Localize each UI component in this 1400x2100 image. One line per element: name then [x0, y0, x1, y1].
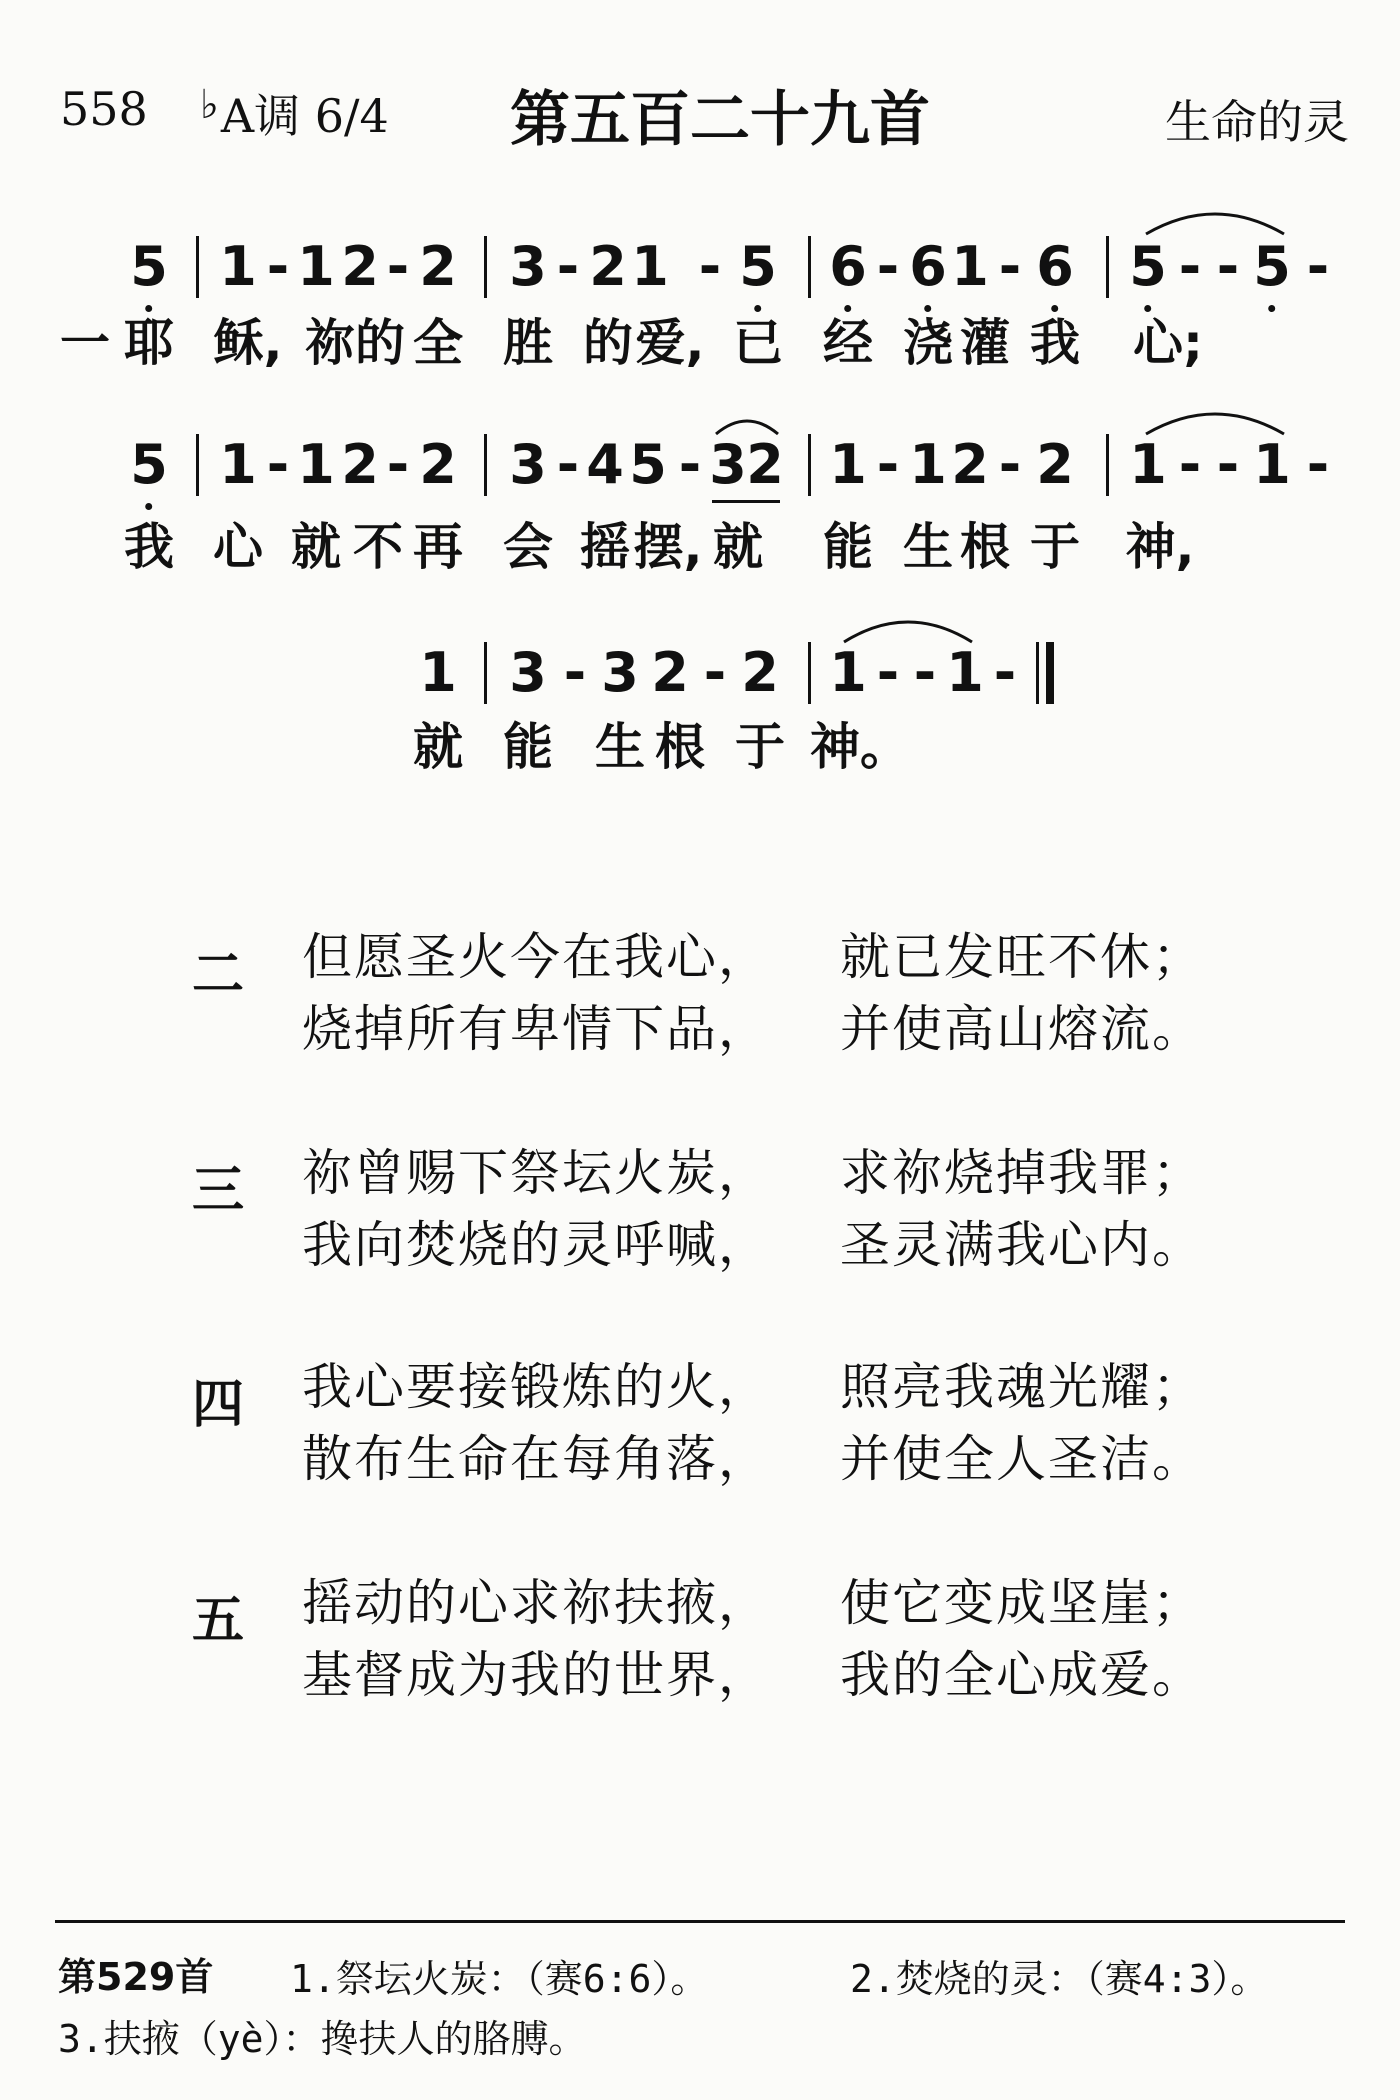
footnote-divider — [55, 1920, 1345, 1923]
verse-line-a1: 摇动的心求祢扶掖， — [302, 1574, 770, 1632]
lyric: 会 — [503, 518, 553, 576]
verse-line-b2: 并使高山熔流。 — [840, 1000, 1204, 1058]
footnote-label: 第529首 — [58, 1955, 214, 1999]
note: 5 — [1129, 235, 1167, 298]
lyric: 经 — [823, 314, 873, 372]
note: 1 — [829, 433, 867, 496]
page-number: 558 — [60, 82, 148, 136]
hymn-title: 第五百二十九首 — [510, 85, 930, 155]
dash: - — [1306, 433, 1330, 496]
dash: - — [698, 235, 722, 298]
verse-2 — [0, 928, 1400, 1092]
note: 1 — [829, 641, 867, 704]
slur — [838, 608, 978, 648]
note: 5 — [130, 433, 168, 496]
footnote-line-1 — [58, 1946, 213, 2001]
footnote-note-2: 2.焚烧的灵：（赛4:3）。 — [850, 1957, 1269, 2001]
verse-number: 四 — [192, 1375, 245, 1435]
dash: - — [703, 641, 727, 704]
verse-line-a1: 但愿圣火今在我心， — [302, 928, 770, 986]
beam-underline — [712, 500, 780, 503]
bar-line — [484, 642, 487, 704]
verse-5 — [0, 1574, 1400, 1738]
footnote-note-1: 1.祭坛火炭：（赛6:6）。 — [290, 1957, 709, 2001]
verse-line-b1: 基督成为我的世界， — [302, 1646, 770, 1704]
note: 1 — [946, 641, 984, 704]
footnote-note-3: 3.扶掖（yè）：搀扶人的胳膊。 — [58, 2017, 587, 2061]
dash: - — [1216, 235, 1240, 298]
lyric: 神。 — [810, 718, 910, 776]
verse-line-a2: 使它变成坚崖； — [840, 1574, 1204, 1632]
lyric: 摆, — [633, 518, 703, 576]
dash: - — [386, 235, 410, 298]
lyric: 生 — [903, 518, 953, 576]
bar-line — [484, 434, 487, 496]
note: 1 — [909, 433, 947, 496]
dash: - — [556, 433, 580, 496]
verse-line-b1: 散布生命在每角落， — [302, 1430, 770, 1488]
dash: - — [998, 235, 1022, 298]
dash: - — [993, 641, 1017, 704]
score-line-3 — [0, 641, 1400, 726]
score-line-2 — [0, 433, 1400, 518]
lyric: 不 — [353, 518, 403, 576]
lyric: 爱, — [635, 314, 705, 372]
verse-number: 二 — [192, 945, 245, 1005]
dash: - — [876, 641, 900, 704]
verse-line-a2: 照亮我魂光耀； — [840, 1358, 1204, 1416]
bar-line — [808, 642, 811, 704]
dash: - — [876, 433, 900, 496]
lyric: 摇 — [580, 518, 630, 576]
dash: - — [876, 235, 900, 298]
verse-number: 五 — [192, 1591, 245, 1651]
lyric: 稣, — [213, 314, 283, 372]
lyric: 祢 — [305, 314, 355, 372]
lyric: 再 — [413, 518, 463, 576]
note: 3 — [509, 235, 547, 298]
dash: - — [266, 433, 290, 496]
note: 3 — [509, 641, 547, 704]
verse-line-a2: 求祢烧掉我罪； — [840, 1144, 1204, 1202]
lyric: 已 — [733, 314, 783, 372]
hymn-subtitle: 生命的灵 — [1165, 95, 1349, 149]
note: 2 — [746, 433, 784, 496]
lyric: 全 — [413, 314, 463, 372]
lyric: 根 — [960, 518, 1010, 576]
verse-line-b1: 烧掉所有卑情下品， — [302, 1000, 770, 1058]
note: 5 — [1253, 235, 1291, 298]
bar-line — [808, 434, 811, 496]
lyric: 灌 — [960, 314, 1010, 372]
bar-line — [196, 434, 199, 496]
note: 2 — [419, 235, 457, 298]
note: 3 — [709, 433, 747, 496]
verse-line-a1: 祢曾赐下祭坛火炭， — [302, 1144, 770, 1202]
lyric: 生 — [595, 718, 645, 776]
dash: - — [266, 235, 290, 298]
verse-3 — [0, 1144, 1400, 1308]
lyric: 就 — [713, 518, 763, 576]
dash: - — [678, 433, 702, 496]
note: 6 — [1036, 235, 1074, 298]
key-signature — [200, 80, 389, 146]
note: 6 — [829, 235, 867, 298]
note: 2 — [589, 235, 627, 298]
slur — [712, 412, 782, 438]
lyric: 能 — [503, 718, 553, 776]
score-line-1 — [0, 235, 1400, 320]
verse-line-a1: 我心要接锻炼的火， — [302, 1358, 770, 1416]
lyric: 的 — [355, 314, 405, 372]
note: 2 — [741, 641, 779, 704]
note: 2 — [341, 235, 379, 298]
note: 2 — [419, 433, 457, 496]
lyric: 一 — [60, 314, 110, 372]
dash: - — [1216, 433, 1240, 496]
note: 1 — [297, 433, 335, 496]
lyric-line-3 — [0, 718, 1400, 802]
dash: - — [913, 641, 937, 704]
verse-line-b2: 并使全人圣洁。 — [840, 1430, 1204, 1488]
note: 5 — [130, 235, 168, 298]
bar-line — [1106, 236, 1109, 298]
note: 1 — [297, 235, 335, 298]
dash: - — [998, 433, 1022, 496]
dash: - — [1306, 235, 1330, 298]
lyric-line-2 — [0, 518, 1400, 602]
note: 3 — [509, 433, 547, 496]
lyric: 能 — [823, 518, 873, 576]
lyric: 就 — [413, 718, 463, 776]
final-bar-thick — [1046, 642, 1054, 704]
final-bar-thin — [1036, 642, 1039, 704]
lyric: 浇 — [903, 314, 953, 372]
note: 5 — [629, 433, 667, 496]
note: 3 — [601, 641, 639, 704]
note: 1 — [631, 235, 669, 298]
note: 1 — [1253, 433, 1291, 496]
note: 2 — [951, 433, 989, 496]
lyric: 心 — [213, 518, 263, 576]
lyric: 于 — [1030, 518, 1080, 576]
bar-line — [484, 236, 487, 298]
note: 1 — [219, 433, 257, 496]
verse-line-b1: 我向焚烧的灵呼喊， — [302, 1216, 770, 1274]
lyric: 我 — [124, 518, 174, 576]
bar-line — [808, 236, 811, 298]
bar-line — [1106, 434, 1109, 496]
dash: - — [1178, 235, 1202, 298]
lyric: 心; — [1133, 314, 1203, 372]
lyric: 的 — [583, 314, 633, 372]
lyric-line-1 — [0, 314, 1400, 398]
key-text: A调 6/4 — [220, 89, 389, 143]
lyric: 就 — [291, 518, 341, 576]
lyric: 耶 — [124, 314, 174, 372]
note: 1 — [419, 641, 457, 704]
lyric: 于 — [735, 718, 785, 776]
bar-line — [196, 236, 199, 298]
verse-line-b2: 我的全心成爱。 — [840, 1646, 1204, 1704]
dash: - — [556, 235, 580, 298]
verse-line-b2: 圣灵满我心内。 — [840, 1216, 1204, 1274]
slur — [1140, 400, 1290, 440]
flat-sign: ♭ — [200, 82, 219, 128]
note: 1 — [1129, 433, 1167, 496]
note: 2 — [1036, 433, 1074, 496]
note: 2 — [651, 641, 689, 704]
note: 6 — [909, 235, 947, 298]
dash: - — [563, 641, 587, 704]
verse-number: 三 — [192, 1161, 245, 1221]
slur — [1140, 200, 1290, 240]
dash: - — [1178, 433, 1202, 496]
lyric: 根 — [655, 718, 705, 776]
note: 2 — [341, 433, 379, 496]
note: 4 — [586, 433, 624, 496]
note: 1 — [219, 235, 257, 298]
verse-4 — [0, 1358, 1400, 1522]
lyric: 我 — [1030, 314, 1080, 372]
dash: - — [386, 433, 410, 496]
note: 5 — [739, 235, 777, 298]
lyric: 胜 — [503, 314, 553, 372]
verse-line-a2: 就已发旺不休； — [840, 928, 1204, 986]
note: 1 — [951, 235, 989, 298]
lyric: 神, — [1125, 518, 1195, 576]
